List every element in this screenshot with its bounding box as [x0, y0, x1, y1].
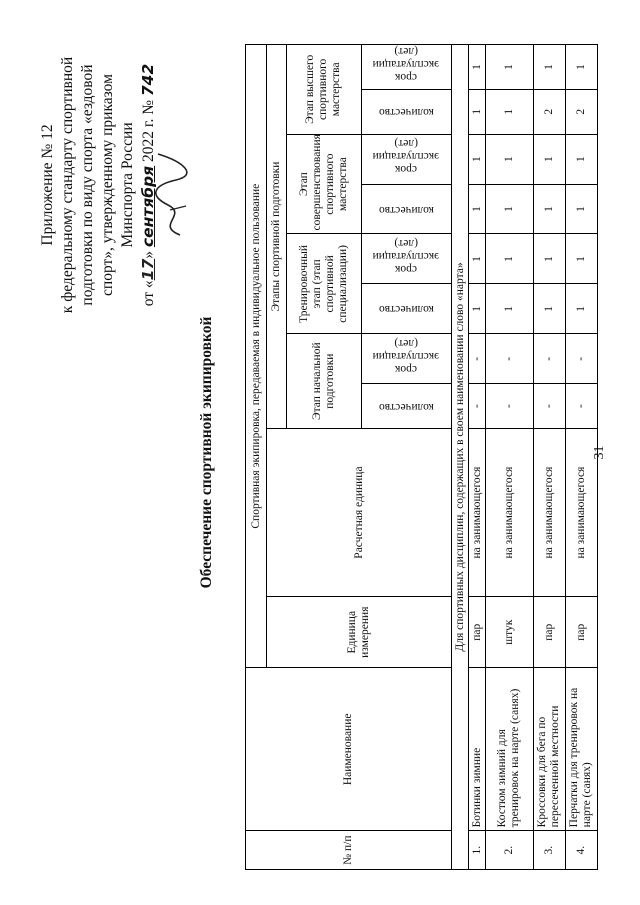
- handwritten-order-number: 742: [139, 63, 157, 97]
- row-value: 1: [486, 45, 533, 90]
- date-prefix: от «: [140, 280, 157, 307]
- row-name: Перчатки для тренировок на нарте (санях): [565, 668, 597, 831]
- row-value: -: [565, 384, 597, 429]
- row-num: 4.: [565, 831, 597, 870]
- row-calc: на занимающегося: [469, 429, 486, 597]
- row-value: 1: [469, 284, 486, 334]
- appendix-line-3: подготовки по виду спорта «ездовой: [79, 64, 96, 306]
- table-row: [533, 45, 565, 870]
- row-calc: на занимающегося: [533, 429, 565, 597]
- row-value: -: [469, 334, 486, 384]
- row-value: 1: [565, 184, 597, 234]
- row-unit: пар: [533, 597, 565, 668]
- row-unit: пар: [469, 597, 486, 668]
- row-value: -: [486, 334, 533, 384]
- table-row: [469, 45, 486, 870]
- row-calc: на занимающегося: [565, 429, 597, 597]
- table-header-row-1: [246, 45, 267, 870]
- section-label: Для спортивных дисциплин, содержащих в своем наименовании слово «нарта»: [452, 45, 469, 870]
- row-value: 1: [533, 45, 565, 90]
- row-unit: штук: [486, 597, 533, 668]
- row-value: -: [533, 334, 565, 384]
- header-qty-1: [361, 384, 451, 429]
- row-value: 1: [565, 234, 597, 284]
- header-stage-2: Тренировочный этап (этап спортивной специализации): [286, 234, 361, 334]
- row-calc: на занимающегося: [486, 429, 533, 597]
- row-value: 1: [486, 89, 533, 134]
- row-unit: пар: [565, 597, 597, 668]
- header-calc-unit: Расчетная единица: [267, 429, 452, 597]
- header-group: Спортивная экипировка, передаваемая в индивидуальное пользование: [246, 45, 267, 668]
- header-qty-label: количество: [378, 303, 434, 316]
- row-value: -: [565, 334, 597, 384]
- row-num: 2.: [486, 831, 533, 870]
- header-term-3: [361, 134, 451, 184]
- appendix-line-2: к федеральному стандарту спортивной: [59, 56, 76, 314]
- row-value: 2: [565, 89, 597, 134]
- header-stage-4: Этап высшего спортивного мастерства: [286, 45, 361, 135]
- row-value: 1: [469, 134, 486, 184]
- handwritten-day: 17: [139, 258, 157, 281]
- row-name: Ботинки зимние: [469, 668, 486, 831]
- row-value: 1: [533, 284, 565, 334]
- header-qty-label: количество: [378, 203, 434, 216]
- header-term-label: срок эксплуатации (лет): [373, 336, 440, 375]
- row-value: 1: [486, 184, 533, 234]
- row-value: 1: [469, 234, 486, 284]
- header-term-label: срок эксплуатации (лет): [373, 44, 440, 83]
- appendix-number: Приложение № 12: [39, 124, 56, 246]
- header-name: Наименование: [246, 668, 452, 831]
- row-value: 1: [469, 45, 486, 90]
- appendix-block: [38, 25, 159, 345]
- header-qty-3: [361, 184, 451, 234]
- header-term-2: [361, 234, 451, 284]
- header-qty-2: [361, 284, 451, 334]
- page-number: 31: [592, 445, 607, 460]
- appendix-line-5: Минспорта России: [119, 122, 136, 248]
- header-term-4: [361, 45, 451, 90]
- row-value: 1: [533, 234, 565, 284]
- equipment-table: [245, 44, 598, 870]
- row-value: 2: [533, 89, 565, 134]
- row-value: 1: [469, 89, 486, 134]
- signature-scribble: [150, 150, 190, 240]
- row-value: -: [486, 384, 533, 429]
- table-row: [565, 45, 597, 870]
- header-stage-1: Этап начальной подготовки: [286, 334, 361, 429]
- header-qty-label: количество: [378, 106, 434, 119]
- row-value: 1: [486, 284, 533, 334]
- row-value: 1: [565, 45, 597, 90]
- table-row: [486, 45, 533, 870]
- handwritten-month: сентября: [139, 165, 157, 248]
- header-num: № п/п: [246, 831, 452, 870]
- header-term-label: срок эксплуатации (лет): [373, 236, 440, 275]
- row-value: 1: [565, 134, 597, 184]
- document-title: Обеспечение спортивной экипировкой: [198, 316, 215, 589]
- row-value: -: [533, 384, 565, 429]
- date-year: 2022 г. №: [140, 96, 157, 166]
- row-num: 3.: [533, 831, 565, 870]
- header-qty-label: количество: [378, 400, 434, 413]
- section-row: [452, 45, 469, 870]
- header-stage-3: Этап совершенствования спортивного мастерства: [286, 134, 361, 234]
- row-name: Кроссовки для бега по пересеченной местности: [533, 668, 565, 831]
- appendix-line-4: спорт», утвержденному приказом: [99, 74, 116, 296]
- header-term-label: срок эксплуатации (лет): [373, 137, 440, 176]
- row-num: 1.: [469, 831, 486, 870]
- header-stages-title: Этапы спортивной подготовки: [267, 45, 286, 429]
- row-value: 1: [486, 234, 533, 284]
- row-value: 1: [486, 134, 533, 184]
- row-value: 1: [533, 184, 565, 234]
- header-unit: Единица измерения: [267, 597, 452, 668]
- row-value: -: [469, 384, 486, 429]
- row-value: 1: [565, 284, 597, 334]
- row-name: Костюм зимний для тренировок на нарте (санях): [486, 668, 533, 831]
- row-value: 1: [533, 134, 565, 184]
- header-qty-4: [361, 89, 451, 134]
- date-mid: »: [140, 247, 157, 259]
- header-term-1: [361, 334, 451, 384]
- row-value: 1: [469, 184, 486, 234]
